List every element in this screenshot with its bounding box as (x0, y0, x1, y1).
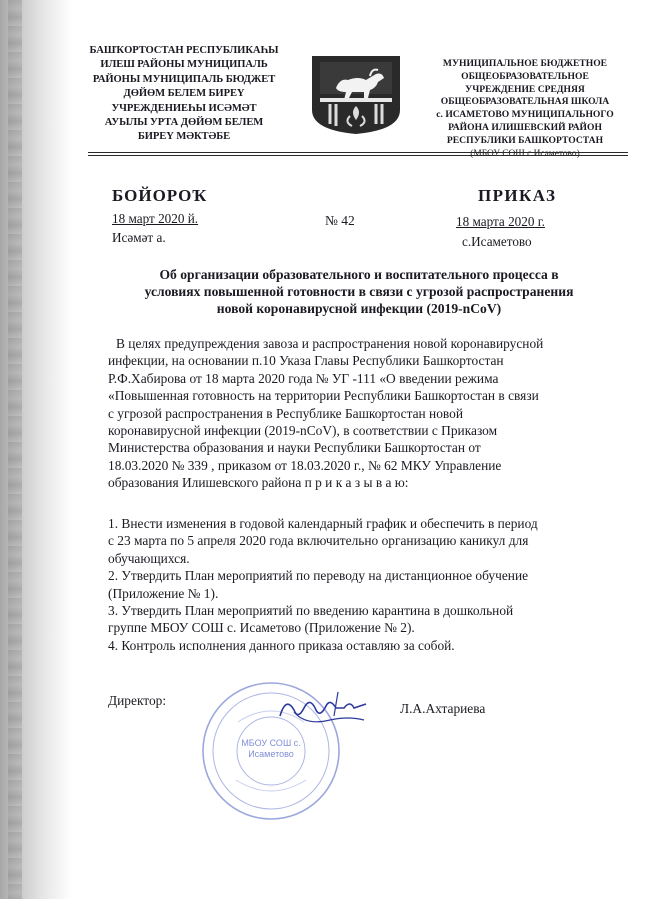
order-item: 4. Контроль исполнения данного приказа оставляю за собой. (108, 637, 455, 653)
header-divider-thin (88, 155, 628, 156)
order-item: 2. Утвердить План мероприятий по переводу на дистанционное обучение (108, 568, 529, 584)
signature-icon (276, 686, 372, 730)
scan-shadow-texture (8, 0, 22, 899)
place-russian: с.Исаметово (462, 234, 532, 249)
order-title: Об организации образовательного и воспитательного процесса в условиях повышенной готовности в связи с угрозой распространения новой коронавирусной инфекции (2019-nCoV) (144, 267, 574, 317)
coat-of-arms-icon (306, 52, 406, 136)
signer-name: Л.А.Ахтариева (400, 701, 486, 716)
signer-title: Директор: (108, 693, 167, 708)
order-number: № 42 (325, 213, 355, 228)
date-bashkir: 18 март 2020 й. (112, 211, 199, 226)
header-left-bashkir: БАШҠОРТОСТАН РЕСПУБЛИКАҺЫ ИЛЕШ РАЙОНЫ МУНИЦИПАЛЬ РАЙОНЫ МУНИЦИПАЛЬ БЮДЖЕТ ДӨЙӨМ БЕЛЕМ БИРЕҮ УЧРЕЖДЕНИЕҺЫ ИСӘМӘТ АУЫЛЫ УРТА ДӨЙӨМ БЕЛЕМ БИРЕҮ МӘКТӘБЕ (89, 45, 279, 143)
order-item: 1. Внести изменения в годовой календарный график и обеспечить в период (108, 516, 538, 531)
doc-type-russian: ПРИКАЗ (478, 186, 557, 205)
place-bashkir: Исәмәт а. (112, 230, 166, 245)
order-item: 3. Утвердить План мероприятий по введению карантина в дошкольной (108, 603, 514, 619)
date-russian: 18 марта 2020 г. (456, 214, 545, 229)
org-abbreviation: (МБОУ СОШ с.Исаметово) (470, 148, 580, 159)
order-items: 1. Внести изменения в годовой календарный график и обеспечить в период с 23 марта по 5 апреля 2020 года включительно организацию каникул для обучающихся. 2. Утвердить План мероприятий по переводу на дистанционное обучение (Приложение № 1). 3. Утвердить План мероприятий по введению карантина в дошкольной группе МБОУ СОШ с. Исаметово (Приложение № 2). 4. Контроль исполнения данного приказа оставляю за собой. (108, 515, 638, 654)
header-right-russian: МУНИЦИПАЛЬНОЕ БЮДЖЕТНОЕ ОБЩЕОБРАЗОВАТЕЛЬНОЕ УЧРЕЖДЕНИЕ СРЕДНЯЯ ОБЩЕОБРАЗОВАТЕЛЬНАЯ ШКОЛА с. ИСАМЕТОВО МУНИЦИПАЛЬНОГО РАЙОНА ИЛИШЕВСКИЙ РАЙОН РЕСПУБЛИКИ БАШКОРТОСТАН (МБОУ СОШ с.Исаметово) (416, 58, 634, 160)
header-divider (88, 152, 628, 153)
stamp-text: МБОУ СОШ с. Исаметово (241, 738, 301, 759)
order-preamble: В целях предупреждения завоза и распространения новой коронавирусной инфекции, на основании п.10 Указа Главы Республики Башкортостан Р.Ф.Хабирова от 18 марта 2020 года № УГ -111 «О введении режима «Повышенная готовность на территории Республики Башкортостан в связи с угрозой распространения в Республике Башкортостан новой коронавирусной инфекции (2019-nCoV), в соответствии с Приказом Министерства образования и науки Республики Башкортостан от 18.03.2020 № 339 , приказом от 18.03.2020 г., № 62 МКУ Управление образования Илишевского района п р и к а з ы в а ю: (108, 336, 544, 491)
doc-type-bashkir: БОЙОРОҠ (112, 186, 208, 205)
